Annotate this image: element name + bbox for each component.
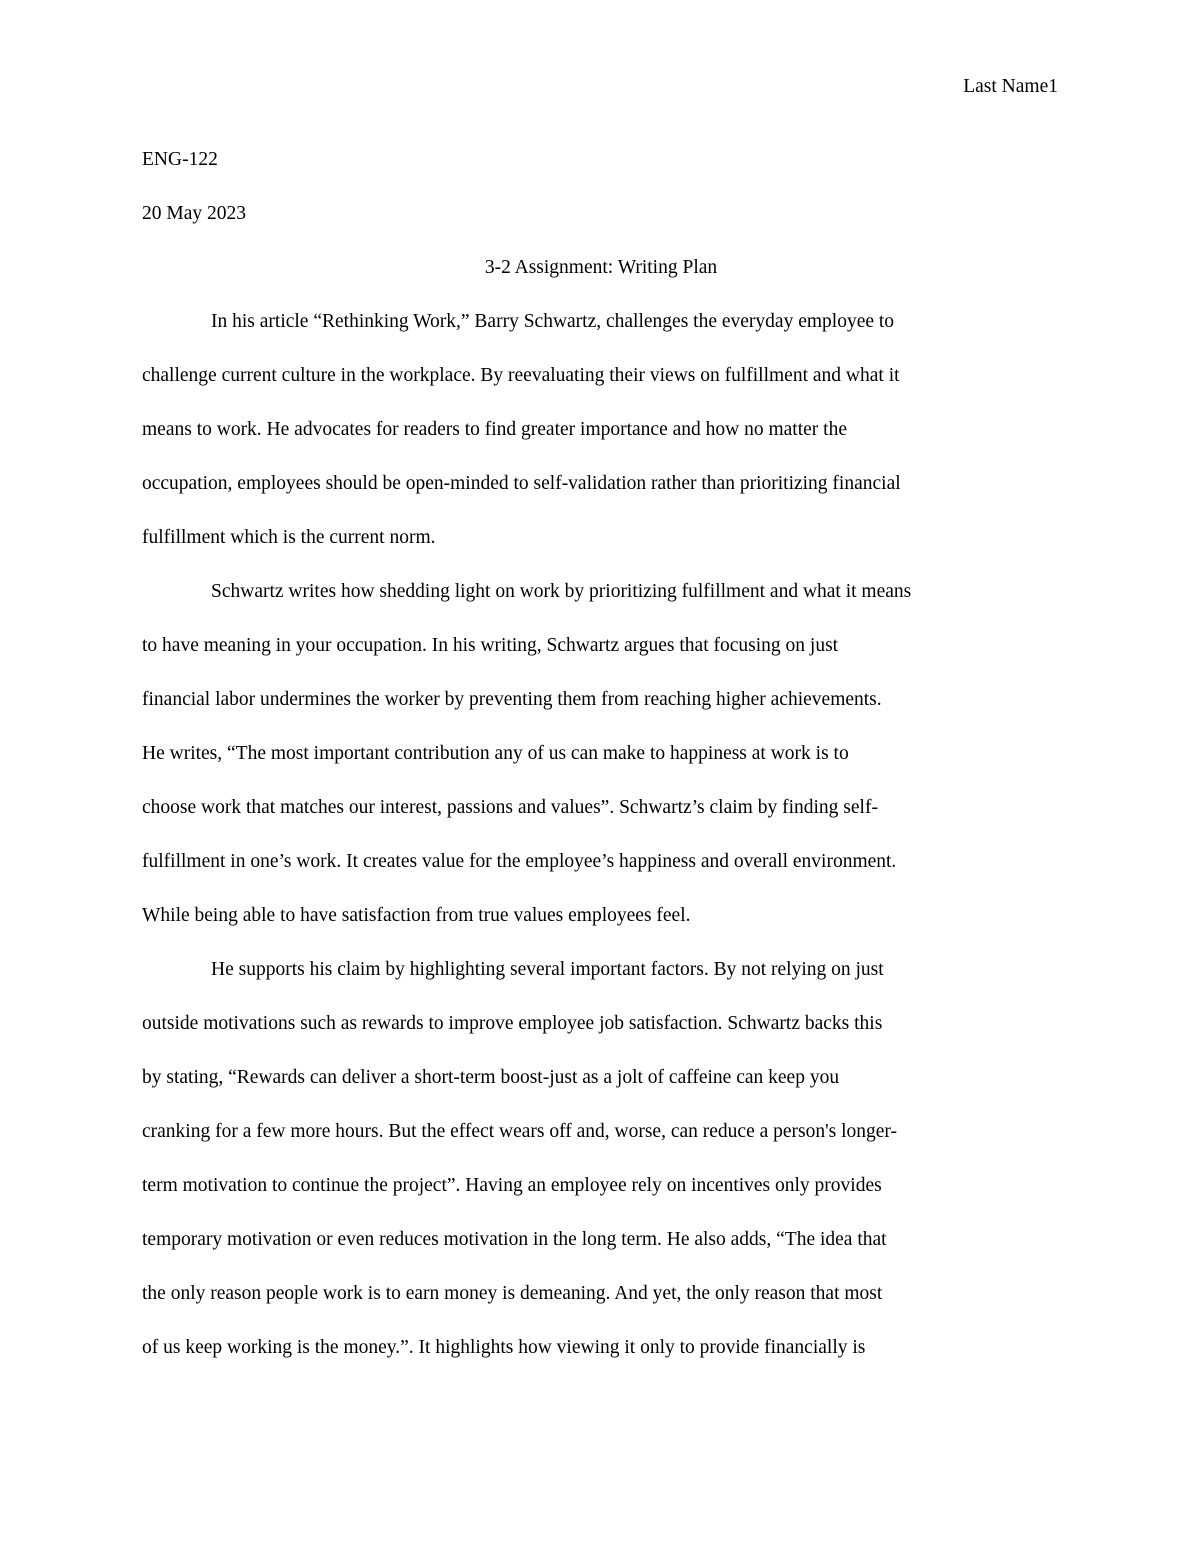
paragraph-2 <box>142 565 1060 943</box>
paragraph-line: challenge current culture in the workplace. By reevaluating their views on fulfillment and what it <box>142 365 900 386</box>
paragraph-line: financial labor undermines the worker by preventing them from reaching higher achievements. <box>142 689 882 710</box>
paragraph-line: He supports his claim by highlighting several important factors. By not relying on just <box>211 959 884 980</box>
paragraph-line: occupation, employees should be open-minded to self-validation rather than prioritizing financial <box>142 473 901 494</box>
paragraph-line: Schwartz writes how shedding light on work by prioritizing fulfillment and what it means <box>211 581 912 602</box>
paragraph-line: by stating, “Rewards can deliver a short-term boost-just as a jolt of caffeine can keep you <box>142 1067 840 1088</box>
paragraph-line: term motivation to continue the project”. Having an employee rely on incentives only provides <box>142 1175 882 1196</box>
document-title: 3-2 Assignment: Writing Plan <box>484 257 718 278</box>
paragraph-line: fulfillment in one’s work. It creates value for the employee’s happiness and overall environment. <box>142 851 897 872</box>
paragraph-line: temporary motivation or even reduces motivation in the long term. He also adds, “The idea that <box>142 1229 887 1250</box>
paragraph-line: the only reason people work is to earn money is demeaning. And yet, the only reason that most <box>142 1283 883 1304</box>
running-head: Last Name1 <box>963 76 1058 97</box>
paragraph-line: He writes, “The most important contribution any of us can make to happiness at work is to <box>142 743 849 764</box>
paragraph-line: cranking for a few more hours. But the effect wears off and, worse, can reduce a person's longer- <box>142 1121 898 1142</box>
paragraph-line: outside motivations such as rewards to improve employee job satisfaction. Schwartz backs this <box>142 1013 883 1034</box>
paragraph-3 <box>142 943 1060 1375</box>
course-line: ENG-122 <box>142 149 218 170</box>
paragraph-line: In his article “Rethinking Work,” Barry Schwartz, challenges the everyday employee to <box>211 311 895 332</box>
date-line: 20 May 2023 <box>142 203 246 224</box>
paragraph-line: fulfillment which is the current norm. <box>142 527 436 548</box>
document-body <box>142 133 1060 1375</box>
paragraph-line: of us keep working is the money.”. It highlights how viewing it only to provide financially is <box>142 1337 866 1358</box>
paragraph-line: While being able to have satisfaction from true values employees feel. <box>142 905 691 926</box>
paragraph-1 <box>142 295 1060 565</box>
paragraph-line: to have meaning in your occupation. In his writing, Schwartz argues that focusing on just <box>142 635 839 656</box>
paragraph-line: means to work. He advocates for readers to find greater importance and how no matter the <box>142 419 847 440</box>
paragraph-line: choose work that matches our interest, passions and values”. Schwartz’s claim by finding self- <box>142 797 878 818</box>
